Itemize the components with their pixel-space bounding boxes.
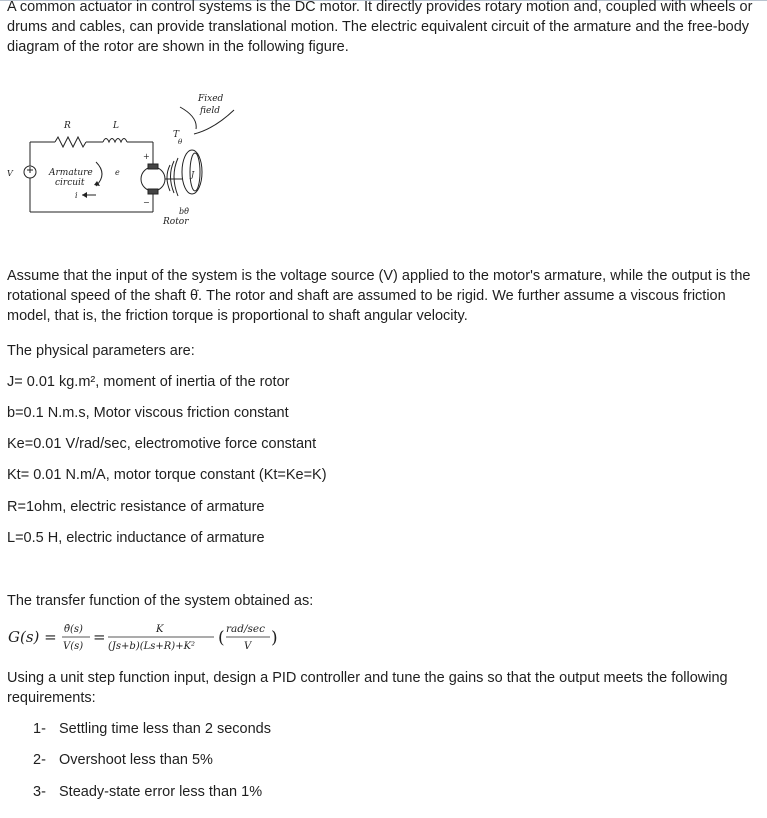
tf-paren-open: ( <box>218 628 225 648</box>
dc-motor-diagram <box>0 80 260 235</box>
tf-paren-close: ) <box>271 628 278 648</box>
param-item: b=0.1 N.m.s, Motor viscous friction constant <box>7 405 289 421</box>
requirement-text: Overshoot less than 5% <box>59 752 213 768</box>
friction-label: bθ̇ <box>179 207 189 216</box>
params-heading: The physical parameters are: <box>7 343 195 359</box>
intro-paragraph: A common actuator in control systems is the DC motor. It directly provides rotary motion and, coupled with wheels or drums and cables, can provide translational motion. The electric equivalent circuit of the armature and the free-body diagram of the rotor are shown in the following figure. <box>7 0 753 55</box>
tf-unit-den: V <box>244 641 252 652</box>
emf-label: e <box>115 168 120 177</box>
tf-den1: V(s) <box>63 641 84 652</box>
requirement-number: 3- <box>33 784 46 800</box>
requirement-number: 2- <box>33 752 46 768</box>
requirement-number: 1- <box>33 721 46 737</box>
tf-unit-num: rad/sec <box>226 623 266 635</box>
theta-label: θ <box>178 138 183 146</box>
resistor-label: R <box>64 121 71 131</box>
tf-heading: The transfer function of the system obtained as: <box>7 593 314 609</box>
param-item: L=0.5 H, electric inductance of armature <box>7 530 265 546</box>
requirement-text: Steady-state error less than 1% <box>59 784 263 800</box>
assumption-paragraph: Assume that the input of the system is the voltage source (V) applied to the motor's armature, while the output is the rotational speed of the shaft θ̇. The rotor and shaft are assumed to be rigid. We further assume a viscous friction model, that is, the friction torque is proportional to shaft angular velocity. <box>7 268 751 324</box>
motor-circle <box>141 167 165 191</box>
svg-text:field: field <box>200 106 220 116</box>
param-item: Kt= 0.01 N.m/A, motor torque constant (Kt=Ke=K) <box>7 467 327 483</box>
resistor-symbol <box>55 137 86 147</box>
param-item: R=1ohm, electric resistance of armature <box>7 499 265 515</box>
inductor-symbol <box>103 139 127 143</box>
requirement-text: Settling time less than 2 seconds <box>59 721 271 737</box>
current-label: i <box>75 191 78 200</box>
inertia-label: J <box>191 170 195 179</box>
armature-label: Armature <box>49 168 93 178</box>
fixed-field-label: Fixed <box>198 94 224 104</box>
requirement-item <box>33 782 262 802</box>
transfer-function <box>0 616 340 656</box>
minus-sign: − <box>143 198 150 207</box>
voltage-label: V <box>7 169 13 178</box>
param-item: J= 0.01 kg.m², moment of inertia of the rotor <box>7 374 290 390</box>
torque-label: T <box>173 130 180 140</box>
task-paragraph: Using a unit step function input, design a PID controller and tune the gains so that the output meets the following requirements: <box>7 670 728 706</box>
tf-eq2: = <box>93 628 106 646</box>
requirement-item <box>33 719 271 739</box>
svg-text:circuit: circuit <box>55 178 85 188</box>
requirement-item <box>33 750 213 770</box>
param-item: Ke=0.01 V/rad/sec, electromotive force constant <box>7 436 317 452</box>
tf-lhs: G(s) = <box>8 628 57 646</box>
rotor-label: Rotor <box>163 217 189 227</box>
tf-num2: K <box>156 624 164 635</box>
tf-num1: θ̇(s) <box>64 624 83 635</box>
plus-sign: + <box>143 152 150 161</box>
tf-den2: (Js+b)(Ls+R)+K² <box>108 641 196 652</box>
inductor-label: L <box>113 121 119 131</box>
